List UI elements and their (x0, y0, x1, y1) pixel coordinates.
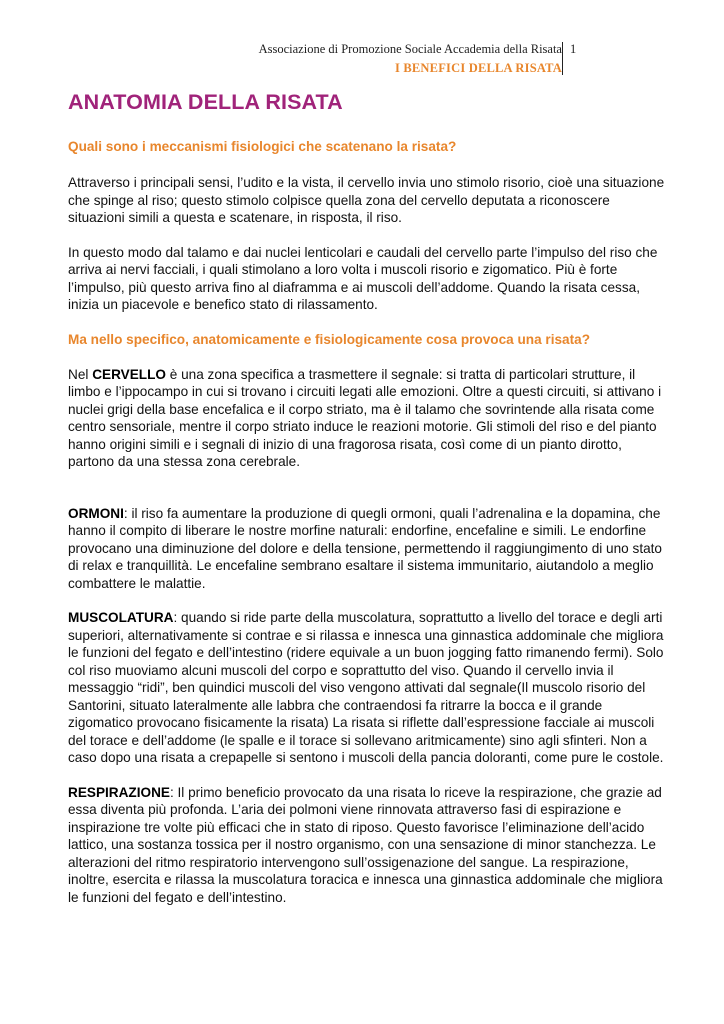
cervello-prefix: Nel (68, 366, 93, 382)
paragraph-intro: Attraverso i principali sensi, l’udito e la vista, il cervello invia uno stimolo risorio, cioè una situazione che spinge al riso; questo stimolo colpisce quella zona del cervello deputata a riconoscere situazioni simili a questa e scatenare, in risposta, il riso. (68, 175, 665, 225)
ormoni-term: ORMONI (68, 505, 124, 521)
page-header (259, 40, 562, 78)
header-divider (562, 42, 563, 75)
respirazione-term: RESPIRAZIONE (68, 784, 170, 800)
document-title: ANATOMIA DELLA RISATA (68, 90, 343, 114)
paragraph-respirazione (68, 784, 668, 907)
muscolatura-text: : quando si ride parte della muscolatura, soprattutto a livello del torace e degli arti superiori, alternativamente si contrae e si rilassa e innesca una ginnastica addominale che migliora le funzioni del fegato e dell’intestino (ridere equivale a un buon jogging fatto rimanendo fermi). Solo col riso muoviamo alcuni muscoli del corpo e soprattutto del viso. Quando il cervello invia il messaggio “ridi”, ben quindici muscoli del viso vengono attivati dal segnale(Il muscolo risorio del Santorini, situato lateralmente alle labbra che contraendosi fa ritrarre la bocca e il grande zigomatico provocano fisicamente la risata) La risata si riflette dall’espressione facciale ai muscoli del torace e dell’addome (le spalle e il torace si sollevano aritmicamente) sino agli sfinteri. Non a caso dopo una risata a crepapelle si sentono i muscoli della pancia doloranti, come pure le costole. (68, 610, 664, 765)
paragraph-ormoni (68, 505, 668, 593)
ormoni-text: : il riso fa aumentare la produzione di quegli ormoni, quali l’adrenalina e la dopamina, che hanno il compito di liberare le nostre morfine naturali: endorfine, encefaline e simili. Le endorfine provocano una diminuzione del dolore e della tensione, permettendo il raggiungimento di uno stato di relax e tranquillità. Le encefaline sembrano esaltare il sistema immunitario, aiutandolo a meglio combattere le malattie. (68, 505, 662, 591)
paragraph-cervello (68, 366, 668, 471)
cervello-term: CERVELLO (92, 366, 166, 382)
question-heading-1: Quali sono i meccanismi fisiologici che scatenano la risata? (68, 139, 457, 154)
paragraph-impulse: In questo modo dal talamo e dai nuclei lenticolari e caudali del cervello parte l’impulso del riso che arriva ai nervi facciali, i quali stimolano a loro volta i muscoli risorio e zigomatico. Più è forte l’impulso, più questo arriva fino al diaframma e ai muscoli dell’addome. Quando la risata cessa, inizia un piacevole e benefico stato di rilassamento. (68, 244, 658, 312)
cervello-text: è una zona specifica a trasmettere il segnale: si tratta di particolari strutture, il limbo e l’ippocampo in cui si trovano i circuiti legati alle emozioni. Oltre a questi circuiti, si attivano i nuclei grigi della base encefalica e il corpo striato, ma è il talamo che sovrintende alla risata come centro sensoriale, mentre il corpo striato induce le reazioni motorie. Gli stimoli del riso e del pianto hanno origini simili e i segnali di inizio di una fragorosa risata, così come di un pianto dirotto, partono da una stessa zona cerebrale. (68, 366, 662, 469)
paragraph-muscolatura (68, 609, 668, 767)
header-organization: Associazione di Promozione Sociale Accademia della Risata (258, 42, 562, 56)
muscolatura-term: MUSCOLATURA (68, 610, 174, 625)
document-body (68, 90, 668, 906)
page-number: 1 (570, 42, 577, 56)
header-section: I BENEFICI DELLA RISATA (394, 61, 562, 75)
respirazione-text: : Il primo beneficio provocato da una risata lo riceve la respirazione, che grazie ad essa diventa più profonda. L’aria dei polmoni viene rinnovata attraverso fasi di espirazione e inspirazione tre volte più efficaci che in stato di riposo. Questo favorisce l’eliminazione dell’acido lattico, una sostanza tossica per il nostro organismo, con una sensazione di minor stanchezza. Le alterazioni del ritmo respiratorio intervengono sull’ossigenazione del sangue. La respirazione, inoltre, esercita e rilassa la muscolatura toracica e innesca una ginnastica addominale che migliora le funzioni del fegato e dell’intestino. (68, 784, 663, 905)
question-heading-2: Ma nello specifico, anatomicamente e fisiologicamente cosa provoca una risata? (68, 331, 591, 347)
